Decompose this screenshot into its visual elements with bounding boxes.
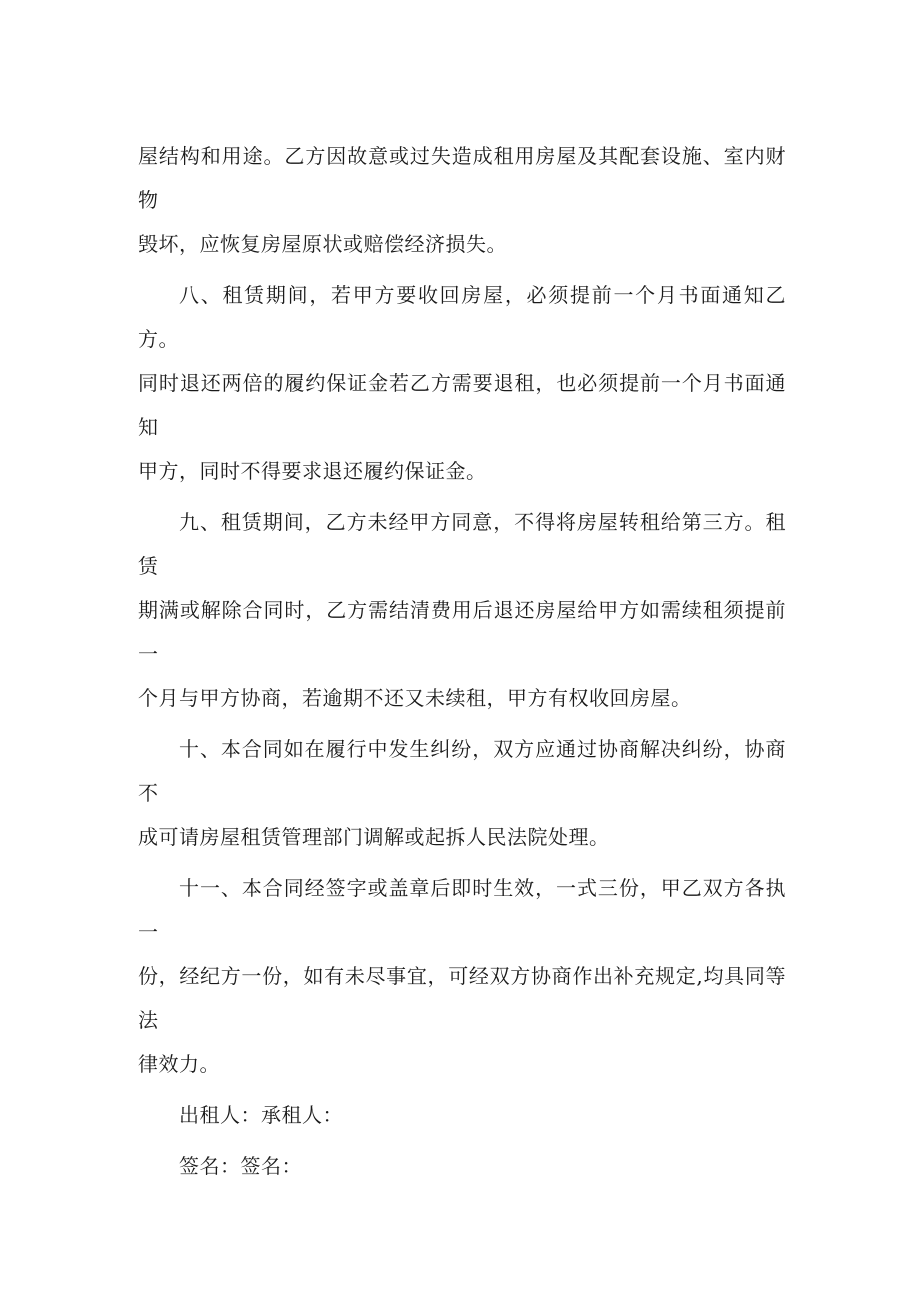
text-line: 律效力。 [138, 1052, 220, 1076]
paragraph-clause-9 [138, 500, 786, 720]
paragraph-clause-11 [138, 866, 786, 1086]
text-line: 八、租赁期间，若甲方要收回房屋，必须提前一个月书面通知乙方。 [138, 283, 786, 351]
text-line: 成可请房屋租赁管理部门调解或起拆人民法院处理。 [138, 825, 610, 849]
text-line: 同时退还两倍的履约保证金若乙方需要退租，也必须提前一个月书面通知 [138, 371, 786, 439]
text-line: 九、租赁期间，乙方未经甲方同意，不得将房屋转租给第三方。租赁 [138, 510, 786, 578]
signature-line: 签名：签名： [179, 1154, 302, 1178]
text-line: 十一、本合同经签字或盖章后即时生效，一式三份，甲乙双方各执一 [138, 876, 786, 944]
text-line: 十、本合同如在履行中发生纠纷，双方应通过协商解决纠纷，协商不 [138, 737, 786, 805]
text-line: 个月与甲方协商，若逾期不还又未续租，甲方有权收回房屋。 [138, 686, 692, 710]
document-body [138, 134, 786, 1195]
paragraph-clause-8 [138, 273, 786, 493]
text-line: 期满或解除合同时，乙方需结清费用后退还房屋给甲方如需续租须提前一 [138, 598, 786, 666]
text-line: 毁坏，应恢复房屋原状或赔偿经济损失。 [138, 232, 507, 256]
parties-line: 出租人：承租人： [179, 1103, 343, 1127]
text-line: 份，经纪方一份，如有未尽事宜，可经双方协商作出补充规定,均具同等法 [138, 964, 786, 1032]
paragraph-continuation [138, 134, 786, 266]
text-line: 甲方，同时不得要求退还履约保证金。 [138, 459, 487, 483]
text-line: 屋结构和用途。乙方因故意或过失造成租用房屋及其配套设施、室内财物 [138, 144, 786, 212]
paragraph-clause-10 [138, 727, 786, 859]
